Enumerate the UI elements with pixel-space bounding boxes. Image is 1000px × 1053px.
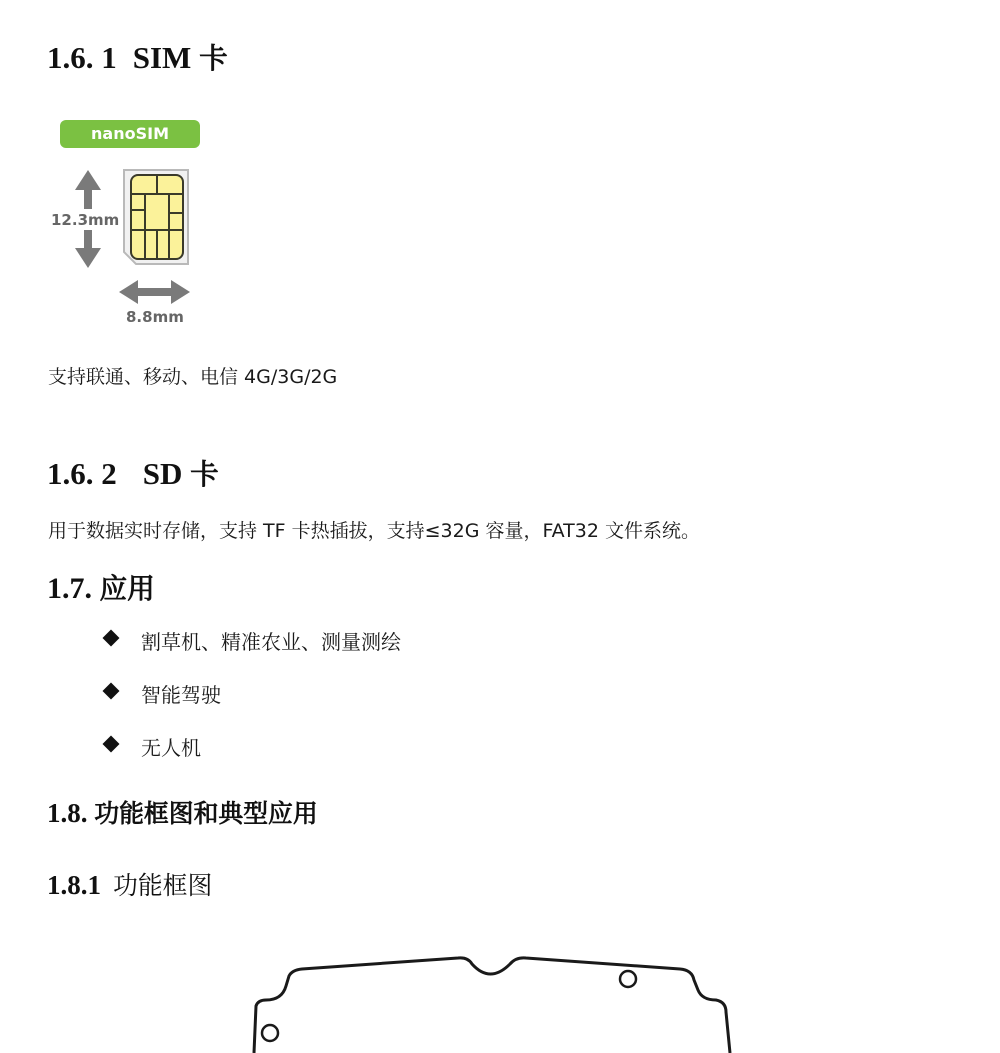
heading-title-cjk: 卡 <box>190 458 219 491</box>
heading-sim-card <box>47 36 228 77</box>
module-board-edge <box>254 958 730 1053</box>
heading-block-diagram-and-typical-application <box>47 794 318 830</box>
heading-number: 1.6. 1 <box>47 40 117 75</box>
heading-number: 1.7. <box>47 572 92 605</box>
heading-title-latin: SD <box>142 456 183 491</box>
diamond-bullet-icon <box>103 736 120 753</box>
list-item <box>102 626 401 679</box>
height-label: 12.3mm <box>51 211 120 229</box>
heading-number: 1.8. <box>47 798 88 828</box>
heading-title-latin: SIM <box>132 40 192 75</box>
nanosim-badge: nanoSIM <box>60 120 200 148</box>
heading-sd-card <box>47 452 219 493</box>
list-item-text: 智能驾驶 <box>141 683 221 707</box>
sim-support-text: 支持联通、移动、电信 4G/3G/2G <box>48 366 338 388</box>
heading-title: 功能框图 <box>113 871 213 900</box>
nanosim-figure <box>48 118 208 330</box>
heading-title: 应用 <box>99 572 155 605</box>
diamond-bullet-icon <box>103 630 120 647</box>
mounting-hole-left <box>262 1025 278 1041</box>
list-item-text: 无人机 <box>141 736 201 760</box>
mounting-hole-right <box>620 971 636 987</box>
sim-card-icon <box>48 118 208 330</box>
module-outline-drawing <box>240 940 760 1053</box>
heading-title-cjk: 卡 <box>199 42 228 75</box>
sd-card-text: 用于数据实时存储，支持 TF 卡热插拔，支持≤32G 容量，FAT32 文件系统。 <box>48 520 701 542</box>
horizontal-dimension-arrow <box>119 280 190 304</box>
list-item-text: 割草机、精准农业、测量测绘 <box>141 630 401 654</box>
heading-number: 1.8.1 <box>47 870 101 900</box>
diamond-bullet-icon <box>103 683 120 700</box>
heading-function-block-diagram <box>47 866 212 902</box>
heading-number: 1.6. 2 <box>47 456 117 491</box>
list-item <box>102 732 401 785</box>
application-list <box>102 626 401 785</box>
width-label: 8.8mm <box>126 308 184 326</box>
heading-title: 功能框图和典型应用 <box>94 799 318 828</box>
heading-applications <box>47 566 155 606</box>
list-item <box>102 679 401 732</box>
